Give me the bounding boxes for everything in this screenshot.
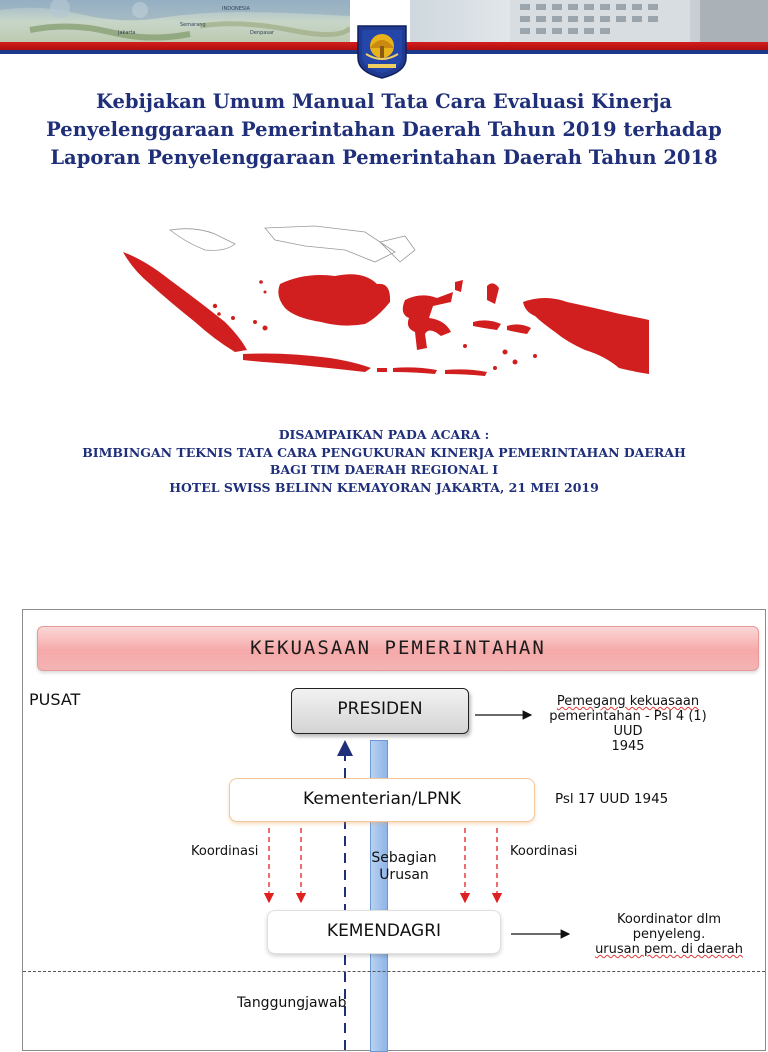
building-graphic — [470, 0, 768, 48]
title-line: Laporan Penyelenggaraan Pemerintahan Daerah Tahun 2018 — [50, 146, 718, 169]
banner-map-image — [0, 0, 350, 48]
koordinasi-label-right: Koordinasi — [510, 844, 578, 859]
event-info — [20, 426, 748, 496]
koordinasi-label-left: Koordinasi — [191, 844, 259, 859]
ministry-emblem-icon — [352, 24, 412, 80]
info-line: BIMBINGAN TEKNIS TATA CARA PENGUKURAN KINERJA PEMERINTAHAN DAERAH — [82, 444, 686, 460]
title-line: Penyelenggaraan Pemerintahan Daerah Tahun 2019 terhadap — [46, 118, 722, 141]
banner-map-label: Semarang — [180, 22, 206, 28]
presiden-box: PRESIDEN — [291, 688, 469, 734]
sebagian-line: Sebagian — [371, 850, 437, 866]
info-line: DISAMPAIKAN PADA ACARA : — [278, 427, 490, 442]
kekuasaan-slide — [22, 609, 766, 1051]
sebagian-urusan-label — [369, 850, 439, 884]
note-line: urusan pem. di daerah — [595, 942, 743, 957]
kemendagri-note — [579, 912, 759, 957]
indonesia-map-graphic — [115, 222, 655, 390]
tanggungjawab-label: Tanggungjawab — [237, 995, 347, 1011]
level-label-pusat: PUSAT — [29, 690, 81, 709]
note-line: Pemegang kekuasaan — [556, 694, 700, 709]
note-line: pemerintahan - Psl 4 (1) UUD — [549, 709, 707, 739]
title-line: Kebijakan Umum Manual Tata Cara Evaluasi Kinerja — [95, 90, 673, 113]
diagram-arrows — [23, 610, 765, 1050]
slide-header-text: KEKUASAAN PEMERINTAHAN — [250, 637, 546, 659]
kementerian-box: Kementerian/LPNK — [229, 778, 535, 822]
info-line: HOTEL SWISS BELINN KEMAYORAN JAKARTA, 21 MEI 2019 — [169, 479, 599, 495]
banner-map-label: INDONESIA — [222, 6, 250, 12]
kementerian-note: Psl 17 UUD 1945 — [555, 791, 669, 807]
banner-map-label: Denpasar — [250, 30, 275, 36]
sebagian-line: Urusan — [379, 867, 429, 883]
banner-map-graphic — [0, 0, 350, 48]
presiden-note — [533, 694, 723, 754]
slide-title — [20, 88, 748, 172]
note-line: Koordinator dlm penyeleng. — [616, 912, 722, 942]
note-line: 1945 — [611, 739, 645, 754]
kemendagri-box: KEMENDAGRI — [267, 910, 501, 954]
info-line: BAGI TIM DAERAH REGIONAL I — [269, 462, 499, 477]
banner-map-label: Jakarta — [118, 30, 136, 36]
